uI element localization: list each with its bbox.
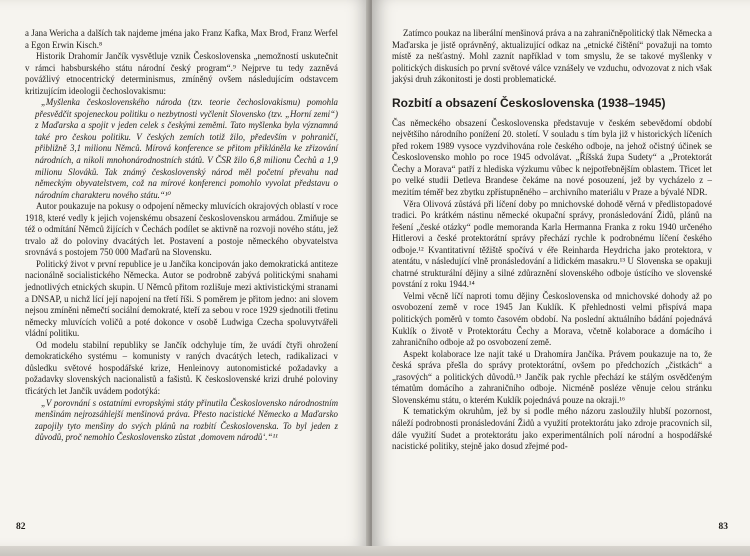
left-page-text	[25, 28, 338, 444]
paragraph: Autor poukazuje na pokusy o odpojení německy mluvících okrajových oblastí v roce 1918, které vedly k jejich vojenskému obsazení československou armádou. Zmiňuje se též o odmítání Němců žijících v Čechách podílet se aktivně na rozvoji nového státu, jež trvalo až do poloviny dvacátých let. Postavení a postoje německého obyvatelstva srovnává s postojem 750 000 Maďarů na Slovensku.	[25, 201, 338, 258]
page-number-right: 83	[718, 522, 728, 532]
page-bottom-edge	[0, 546, 750, 556]
right-page	[372, 0, 750, 548]
paragraph: K tematickým okruhům, jež by si podle mého názoru zasloužily hlubší pozornost, náleží podrobnosti pronásledování Židů a využití protektorátu jako zdroje pracovních sil, dále využití Sudet a protektorátu jako experimentálních polí národní a hospodářské nacistické politiky, stejně jako dosud zřejmé pod-	[392, 406, 712, 452]
paragraph: Politický život v první republice je u Jančíka koncipován jako demokratická antiteze nacionálně socialistického Německa. Autor se podrobně zabývá politickými snahami jednotlivých etnických skupin. U Němců přitom rozlišuje mezi aktivistickými stranami a DNSAP, u nichž lící její napojení na třetí říši. S poměrem je přitom jedno: ani slovem nejsou zmíněni němečtí sociální demokraté, kteří za sebou v roce 1929 sjednotili třetinu německy mluvících voličů a poté dokonce v osobě Ludwiga Czecha spoluvytvářeli vládní politiku.	[25, 258, 338, 339]
page-number-left: 82	[16, 522, 26, 532]
section-heading: Rozbití a obsazení Československa (1938–1945)	[392, 95, 666, 110]
paragraph: Od modelu stabilní republiky se Jančík odchyluje tím, že uvádí čtyři ohrožení demokratického systému – komunisty v raných dvacátých letech, radikalizaci v důsledku světové hospodářské krize, Henleinovy autonomistické požadavky a požadavky slovenských nacionalistů a fašistů. K československé krizi druhé poloviny třicátých let Jančík uvádem podotýká:	[25, 339, 338, 396]
paragraph: Čas německého obsazení Československa představuje v českém sebevědomí období největšího národního ponížení 20. století. V souladu s tím byla již v historických líčeních před rokem 1989 vysoce vyzdvihována role českého odboje, na jehož očistný účinek se Československo mohlo po roce 1945 odvolávat. „Říšská župa Sudety“ a „Protektorát Čechy a Morava“ patří z hlediska výzkumu vůbec k nejpotřebnějším oblastem. Třicet let po velké studii Detleva Brandese čekáme na nové posouzení, jež by vycházelo z – mezitím téměř bez zbytku zpřístupněného – archivního materiálu v Praze a bývalé NDR.	[392, 117, 712, 198]
paragraph: Historik Drahomír Jančík vysvětluje vznik Československa „nemožností uskutečnit v rámci habsburského státu národní český program“.⁹ Nejprve tu tedy zazněvá povážlivý etnocentrický determinismus, zmíněný ovšem následujícím odstavcem kritizujícím ideologii čechoslovakismu:	[25, 51, 338, 96]
paragraph: Zatímco poukaz na liberální menšinová práva a na zahraničněpolitický tlak Německa a Maďarska je jistě oprávněný, aktualizující odkaz na „etnické čištění“ považuji na tomto místě za nešťastný. Mohl zaznít například v tom smyslu, že se takové myšlenky v politických diskusích po první světové válce vznášely ve vzduchu, odvozovat z nich však jakýsi druh zákonitosti je dosti problematické.	[392, 28, 712, 85]
paragraph: Aspekt kolaborace lze najít také u Drahomíra Jančíka. Právem poukazuje na to, že česká správa přešla do správy protektorátní, ovšem po předchozích „čistkách“ a „rasových“ a politických důvodů.¹⁵ Jančík pak rychle přechází ke stálým osvědčeným tématům domácího a zahraničního odboje. Nicméně posléze věnuje celou stránku Slovenskému státu, o kterém Kuklík pojednává pouze na okraji.¹⁶	[392, 348, 712, 405]
left-page	[0, 0, 370, 548]
paragraph: Velmi věcně líčí naproti tomu dějiny Československa od mnichovské dohody až po osvobození země v roce 1945 Jan Kuklík. K přehlednosti velmi přispívá mapa politických poměrů v tomto časovém období. Na poslední aktuálního bádání pojednává Kuklík o životě v Protektorátu Čechy a Morava, včetně kolaborace a domácího i zahraničního odboje až po osvobození země.	[392, 290, 712, 348]
block-quote: „Myšlenka československého národa (tzv. teorie čechoslovakismu) pomohla přesvědčit spojeneckou politiku o nezbytnosti vyčlenit Slovensko (tzv. „Horní zemi“) z Maďarska a spojit v jeden celek s českými zeměmi. Tato myšlenka byla významná také pro českou politiku. V českých zemích totiž žilo, především v pohraničí, přibližně 3,1 milionu Němců. Mírová konference se přitom přikláněla ke zřizování národních, a nikoli mnohonárodnostních států. V ČSR žilo 6,8 milionu Čechů a 1,9 milionu Slováků. Tak známý československý národ měl početní převahu nad německým obyvatelstvem, což na mírové konferenci pomohlo vyvolat představu o národním charakteru nového státu.“¹⁰	[35, 97, 338, 200]
right-page-intro	[392, 28, 712, 86]
block-quote: „V porovnání s ostatními evropskými státy přinutila Československo národnostním menšinám nejrozsáhlejší menšinová práva. Přesto nacistické Německo a Maďarsko zapojily tyto menšiny do svých plánů na rozbití Československa. To byl jeden z důvodů, proč nemohlo Československo zůstat ‚domovem národů‘.“¹¹	[35, 397, 338, 443]
right-page-text	[392, 28, 712, 453]
paragraph: Věra Olivová zůstává při líčení doby po mnichovské dohodě věrná v předlistopadové tradici. Po krátkém nástinu německé okupační správy, pronásledování Židů, plánů na řešení „české otázky“ podle memoranda Karla Hermanna Franka z roku 1940 určeného Hitlerovi a české protektorátní správy přechází rychle k podrobnému líčení českého odboje.¹² Kvantitativní těžiště spočívá v éře Reinharda Heydricha jako protektora, v atentátu, v následující vlně pronásledování a lidickém masakru.¹³ U Slovenska se opakuji chatrné strukturální dějiny a silné zdůraznění slovenského odboje ústícího ve slovenské povstání z roku 1944.¹⁴	[392, 198, 712, 290]
paragraph: a Jana Wericha a dalších tak najdeme jména jako Franz Kafka, Max Brod, Franz Werfel a Egon Erwin Kisch.⁸	[25, 28, 338, 50]
right-page-section-body	[392, 118, 712, 453]
